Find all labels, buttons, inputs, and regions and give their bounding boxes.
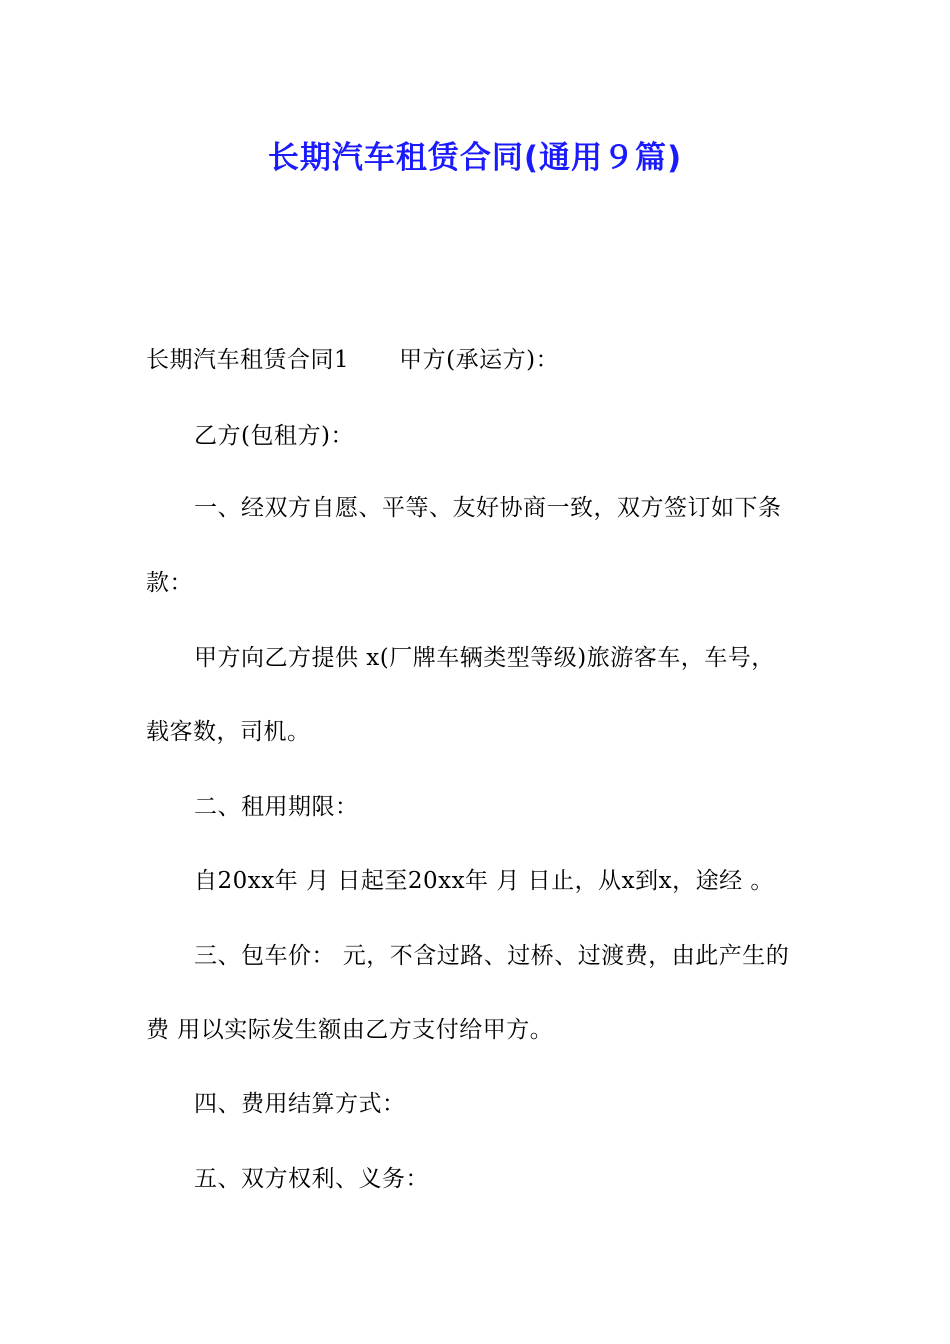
paragraph-clause-4: 四、费用结算方式： xyxy=(194,1091,406,1117)
paragraph-clause-3-cont: 费 用以实际发生额由乙方支付给甲方。 xyxy=(146,1017,554,1043)
document-title: 长期汽车租赁合同(通用９篇) xyxy=(267,140,683,176)
paragraph-vehicle-cont: 载客数，司机。 xyxy=(146,719,311,745)
paragraph-clause-2: 二、租用期限： xyxy=(194,794,359,820)
contract-first-line xyxy=(146,345,559,375)
paragraph-rental-period: 自20xx年 月 日起至20xx年 月 日止，从x到x，途经 。 xyxy=(194,868,774,894)
paragraph-clause-3: 三、包车价： 元，不含过路、过桥、过渡费，由此产生的 xyxy=(194,943,790,969)
paragraph-clause-1: 一、经双方自愿、平等、友好协商一致，双方签订如下条 xyxy=(194,495,782,521)
paragraph-vehicle: 甲方向乙方提供 x(厂牌车辆类型等级)旅游客车，车号， xyxy=(194,645,775,671)
paragraph-party-b: 乙方(包租方)： xyxy=(194,423,354,449)
paragraph-clause-1-cont: 款： xyxy=(146,570,193,596)
paragraph-clause-5: 五、双方权利、义务： xyxy=(194,1166,429,1192)
contract-heading: 长期汽车租赁合同1 xyxy=(146,347,350,373)
party-a-label: 甲方(承运方)： xyxy=(399,347,560,373)
